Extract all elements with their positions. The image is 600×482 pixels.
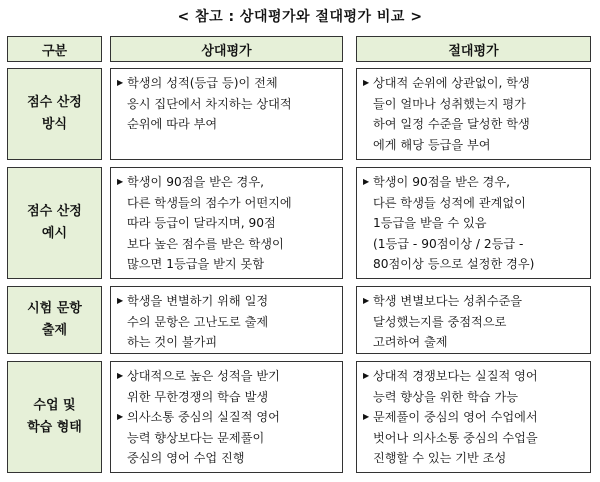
header-gubun: 구분 <box>7 36 102 62</box>
bullet-text: 문제풀이 중심의 영어 수업에서 벗어나 의사소통 중심의 수업을 진행할 수 있는 기반 조성 <box>373 410 538 465</box>
triangle-bullet-icon: ▶ <box>117 296 124 305</box>
bullet-item <box>117 73 336 135</box>
bullet-text: 상대적으로 높은 성적을 받기 위한 무한경쟁의 학습 발생 <box>127 369 280 404</box>
cell-relative-class-format <box>110 361 343 473</box>
bullet-item <box>363 291 584 353</box>
cell-relative-scoring-example <box>110 167 343 279</box>
bullet-item <box>117 407 336 469</box>
bullet-text: 학생이 90점을 받은 경우, 다른 학생들 성적에 관계없이 1등급을 받을 수 있음 (1등급 - 90점이상 / 2등급 - 80점이상 등으로 설정한 경우) <box>373 175 535 271</box>
triangle-bullet-icon: ▶ <box>117 78 124 87</box>
cell-absolute-class-format <box>356 361 591 473</box>
bullet-item <box>117 172 336 275</box>
row-label-class-format: 수업 및 학습 형태 <box>7 361 102 473</box>
header-absolute: 절대평가 <box>356 36 591 62</box>
bullet-item <box>363 407 584 469</box>
cell-absolute-scoring-method <box>356 68 591 160</box>
row-label-question-setting: 시험 문항 출제 <box>7 286 102 354</box>
cell-relative-question-setting <box>110 286 343 354</box>
triangle-bullet-icon: ▶ <box>363 412 370 421</box>
triangle-bullet-icon: ▶ <box>117 412 124 421</box>
triangle-bullet-icon: ▶ <box>363 371 370 380</box>
bullet-text: 학생 변별보다는 성취수준을 달성했는지를 중점적으로 고려하여 출제 <box>373 294 523 349</box>
bullet-item <box>363 366 584 407</box>
triangle-bullet-icon: ▶ <box>363 78 370 87</box>
bullet-text: 상대적 순위에 상관없이, 학생 들이 얼마나 성취했는지 평가 하여 일정 수준을 달성한 학생 에게 해당 등급을 부여 <box>373 76 530 152</box>
row-label-scoring-example: 점수 산정 예시 <box>7 167 102 279</box>
bullet-item <box>363 172 584 275</box>
row-label-scoring-method: 점수 산정 방식 <box>7 68 102 160</box>
cell-absolute-question-setting <box>356 286 591 354</box>
bullet-text: 상대적 경쟁보다는 실질적 영어 능력 향상을 위한 학습 가능 <box>373 369 538 404</box>
header-relative: 상대평가 <box>110 36 343 62</box>
cell-absolute-scoring-example <box>356 167 591 279</box>
bullet-item <box>117 291 336 353</box>
bullet-text: 의사소통 중심의 실질적 영어 능력 향상보다는 문제풀이 중심의 영어 수업 진행 <box>127 410 280 465</box>
triangle-bullet-icon: ▶ <box>117 371 124 380</box>
cell-relative-scoring-method <box>110 68 343 160</box>
bullet-text: 학생을 변별하기 위해 일정 수의 문항은 고난도로 출제 하는 것이 불가피 <box>127 294 269 349</box>
bullet-item <box>117 366 336 407</box>
bullet-text: 학생이 90점을 받은 경우, 다른 학생들의 점수가 어떤지에 따라 등급이 달라지며, 90점 보다 높은 점수를 받은 학생이 많으면 1등급을 받지 못함 <box>127 175 292 271</box>
triangle-bullet-icon: ▶ <box>363 177 370 186</box>
triangle-bullet-icon: ▶ <box>117 177 124 186</box>
bullet-text: 학생의 성적(등급 등)이 전체 응시 집단에서 차지하는 상대적 순위에 따라 부여 <box>127 76 292 131</box>
triangle-bullet-icon: ▶ <box>363 296 370 305</box>
page-title: < 참고 : 상대평가와 절대평가 비교 > <box>177 9 423 25</box>
bullet-item <box>363 73 584 155</box>
